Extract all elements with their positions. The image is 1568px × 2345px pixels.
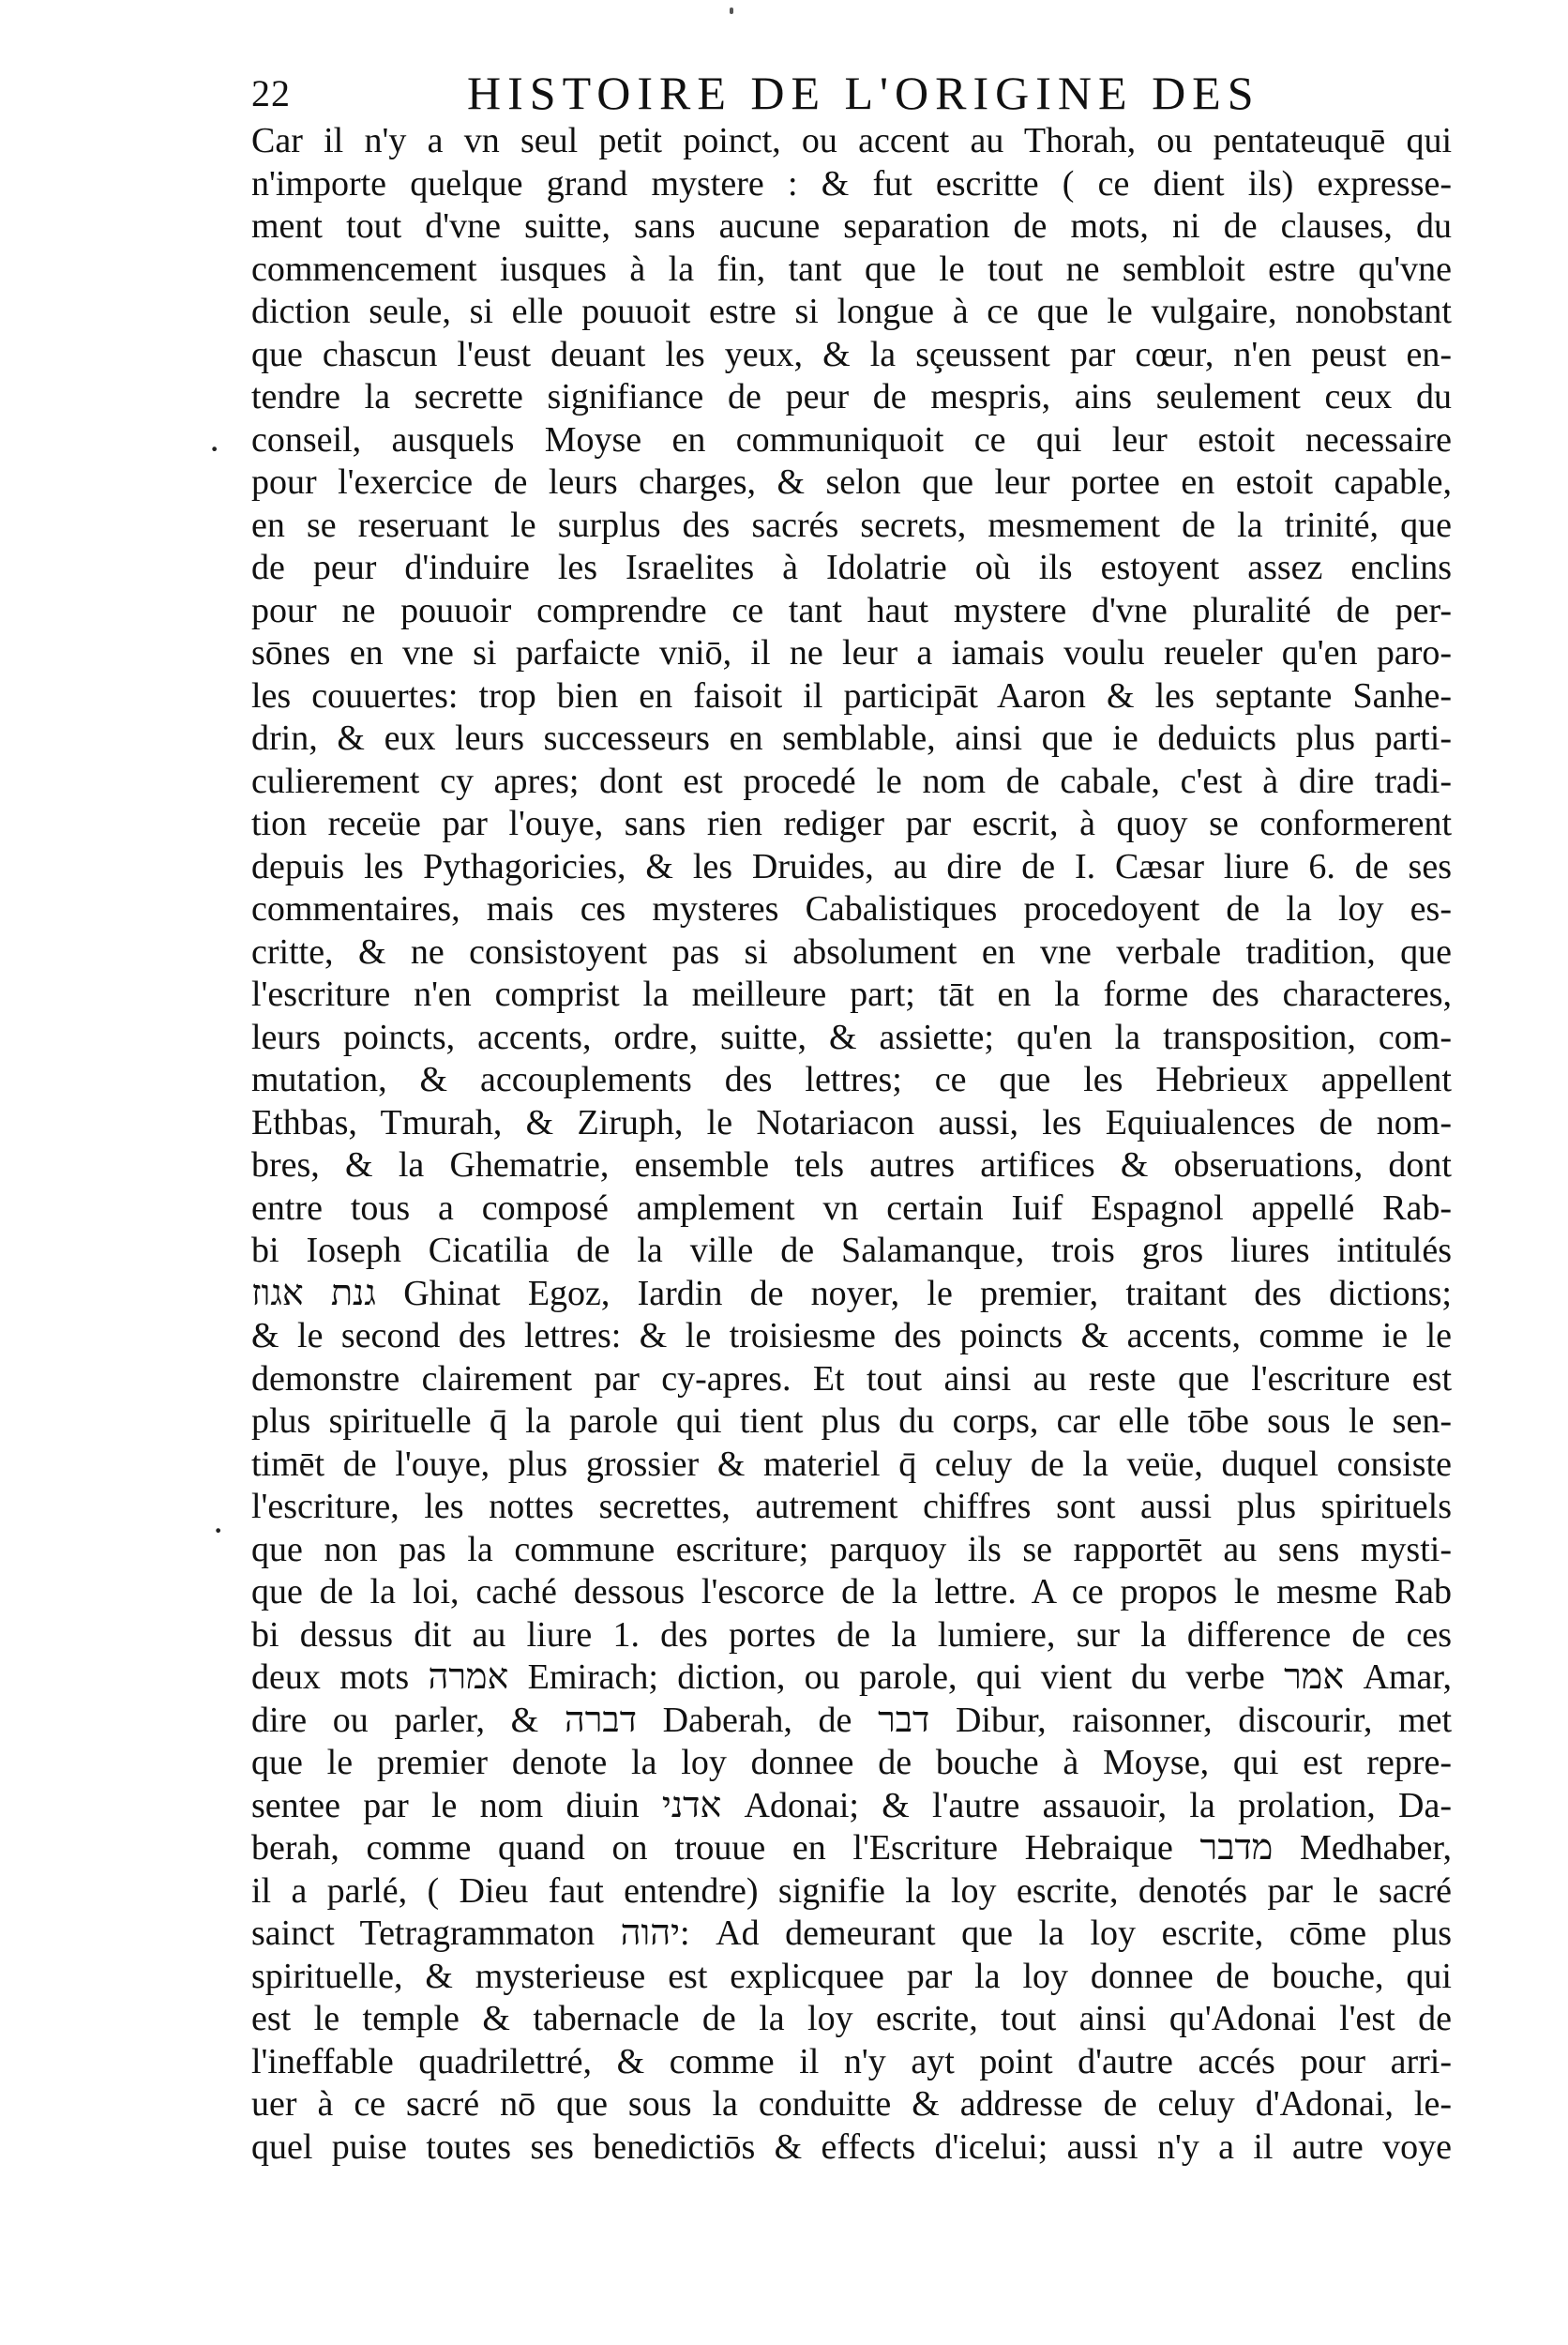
text-line: est le temple & tabernacle de la loy escrite, tout ainsi qu'Adonai l'est de	[251, 1999, 1452, 2038]
text-line: Ethbas, Tmurah, & Ziruph, le Notariacon aussi, les Equiualences de nom-	[251, 1102, 1452, 1142]
text-line: quel puise toutes ses benedictiōs & effects d'icelui; aussi n'y a il autre voye	[251, 2126, 1452, 2167]
text-line: en se reseruant le surplus des sacrés secrets, mesmement de la trinité, que	[251, 505, 1452, 545]
text-line: dire ou parler, & דברה Daberah, de דבר Dibur, raisonner, discourir, met	[251, 1700, 1453, 1740]
text-line: n'importe quelque grand mystere : & fut escritte ( ce dient ils) expresse-	[251, 163, 1452, 204]
text-line: l'ineffable quadrilettré, & comme il n'y ayt point d'autre accés pour arri-	[251, 2041, 1452, 2081]
text-line: culierement cy apres; dont est procedé le nom de cabale, c'est à dire tradi-	[251, 761, 1452, 801]
margin-mark: ·	[208, 428, 221, 470]
text-line: mutation, & accouplements des lettres; ce que les Hebrieux appellent	[251, 1060, 1452, 1099]
text-line: גנת אגוז Ghinat Egoz, Iardin de noyer, le premier, traitant des dictions;	[251, 1273, 1452, 1313]
text-line: tion receüe par l'ouye, sans rien rediger par escrit, à quoy se conformerent	[251, 804, 1452, 843]
text-line: critte, & ne consistoyent pas si absolument en vne verbale tradition, que	[251, 931, 1452, 972]
text-line: entre tous a composé amplement vn certain Iuif Espagnol appellé Rab-	[251, 1188, 1452, 1228]
text-line: plus spirituelle q̄ la parole qui tient plus du corps, car elle tōbe sous le sen-	[251, 1401, 1452, 1441]
text-line: timēt de l'ouye, plus grossier & materiel q̄ celuy de la veüe, duquel consiste	[251, 1444, 1452, 1484]
margin-mark: ·	[212, 1509, 225, 1551]
text-line: que le premier denote la loy donnee de bouche à Moyse, qui est repre-	[251, 1743, 1452, 1782]
text-line: bres, & la Ghematrie, ensemble tels autres artifices & obseruations, dont	[251, 1145, 1452, 1185]
text-line: depuis les Pythagoricies, & les Druides, au dire de I. Cæsar liure 6. de ses	[251, 846, 1452, 886]
text-line: que non pas la commune escriture; parquoy ils se rapportēt au sens mysti-	[251, 1529, 1452, 1569]
text-line: leurs poincts, accents, ordre, suitte, & assiette; qu'en la transposition, com-	[251, 1017, 1452, 1057]
text-line: commencement iusques à la fin, tant que le tout ne sembloit estre qu'vne	[251, 249, 1452, 289]
text-line: deux mots אמרה Emirach; diction, ou parole, qui vient du verbe אמר Amar,	[251, 1657, 1452, 1697]
text-line: il a parlé, ( Dieu faut entendre) signifie la loy escrite, denotés par le sacré	[251, 1870, 1452, 1911]
page-number: 22	[251, 72, 291, 114]
text-line: ment tout d'vne suitte, sans aucune separation de mots, ni de clauses, du	[251, 206, 1452, 246]
page-title: HISTOIRE DE L'ORIGINE DES	[467, 67, 1260, 119]
text-line: que de la loi, caché dessous l'escorce de la lettre. A ce propos le mesme Rab	[251, 1572, 1452, 1611]
text-line: demonstre clairement par cy-apres. Et tout ainsi au reste que l'escriture est	[251, 1358, 1452, 1399]
text-line: bi Ioseph Cicatilia de la ville de Salamanque, trois gros liures intitulés	[251, 1231, 1452, 1270]
text-line: tendre la secrette signifiance de peur de mespris, ains seulement ceux du	[251, 377, 1452, 416]
text-line: drin, & eux leurs successeurs en semblable, ainsi que ie deduicts plus parti-	[251, 719, 1452, 758]
text-line: de peur d'induire les Israelites à Idolatrie où ils estoyent assez enclins	[251, 548, 1452, 587]
text-line: que chascun l'eust deuant les yeux, & la sçeussent par cœur, n'en peust en-	[251, 334, 1452, 374]
text-line: diction seule, si elle pouuoit estre si longue à ce que le vulgaire, nonobstant	[251, 292, 1452, 331]
text-line: sōnes en vne si parfaicte vniō, il ne leur a iamais voulu reueler qu'en paro-	[251, 633, 1452, 673]
text-line: les couuertes: trop bien en faisoit il participāt Aaron & les septante Sanhe-	[251, 675, 1452, 716]
text-line: Car il n'y a vn seul petit poinct, ou accent au Thorah, ou pentateuquē qui	[251, 121, 1452, 160]
text-line: sentee par le nom diuin אדני Adonai; & l'autre assauoir, la prolation, Da-	[251, 1785, 1452, 1825]
text-line: l'escriture n'en comprist la meilleure part; tāt en la forme des characteres,	[251, 975, 1452, 1014]
ink-speck	[730, 8, 733, 14]
text-line: bi dessus dit au liure 1. des portes de la lumiere, sur la difference de ces	[251, 1614, 1452, 1655]
text-line: & le second des lettres: & le troisiesme des poincts & accents, comme ie le	[251, 1316, 1452, 1355]
text-line: pour ne pouuoir comprendre ce tant haut mystere d'vne pluralité de per-	[251, 590, 1452, 630]
text-line: spirituelle, & mysterieuse est explicquee par la loy donnee de bouche, qui	[251, 1956, 1452, 1996]
body-text	[251, 120, 1452, 2169]
text-line: berah, comme quand on trouue en l'Escriture Hebraique מדבר Medhaber,	[251, 1828, 1452, 1868]
text-line: l'escriture, les nottes secrettes, autrement chiffres sont aussi plus spirituels	[251, 1487, 1452, 1526]
text-line: commentaires, mais ces mysteres Cabalistiques procedoyent de la loy es-	[251, 889, 1452, 929]
text-line: pour l'exercice de leurs charges, & selon que leur portee en estoit capable,	[251, 462, 1452, 502]
text-line: conseil, ausquels Moyse en communiquoit ce qui leur estoit necessaire	[251, 419, 1452, 460]
text-line: uer à ce sacré nō que sous la conduitte & addresse de celuy d'Adonai, le-	[251, 2084, 1452, 2124]
text-line: sainct Tetragrammaton יהוה: Ad demeurant que la loy escrite, cōme plus	[251, 1914, 1452, 1953]
